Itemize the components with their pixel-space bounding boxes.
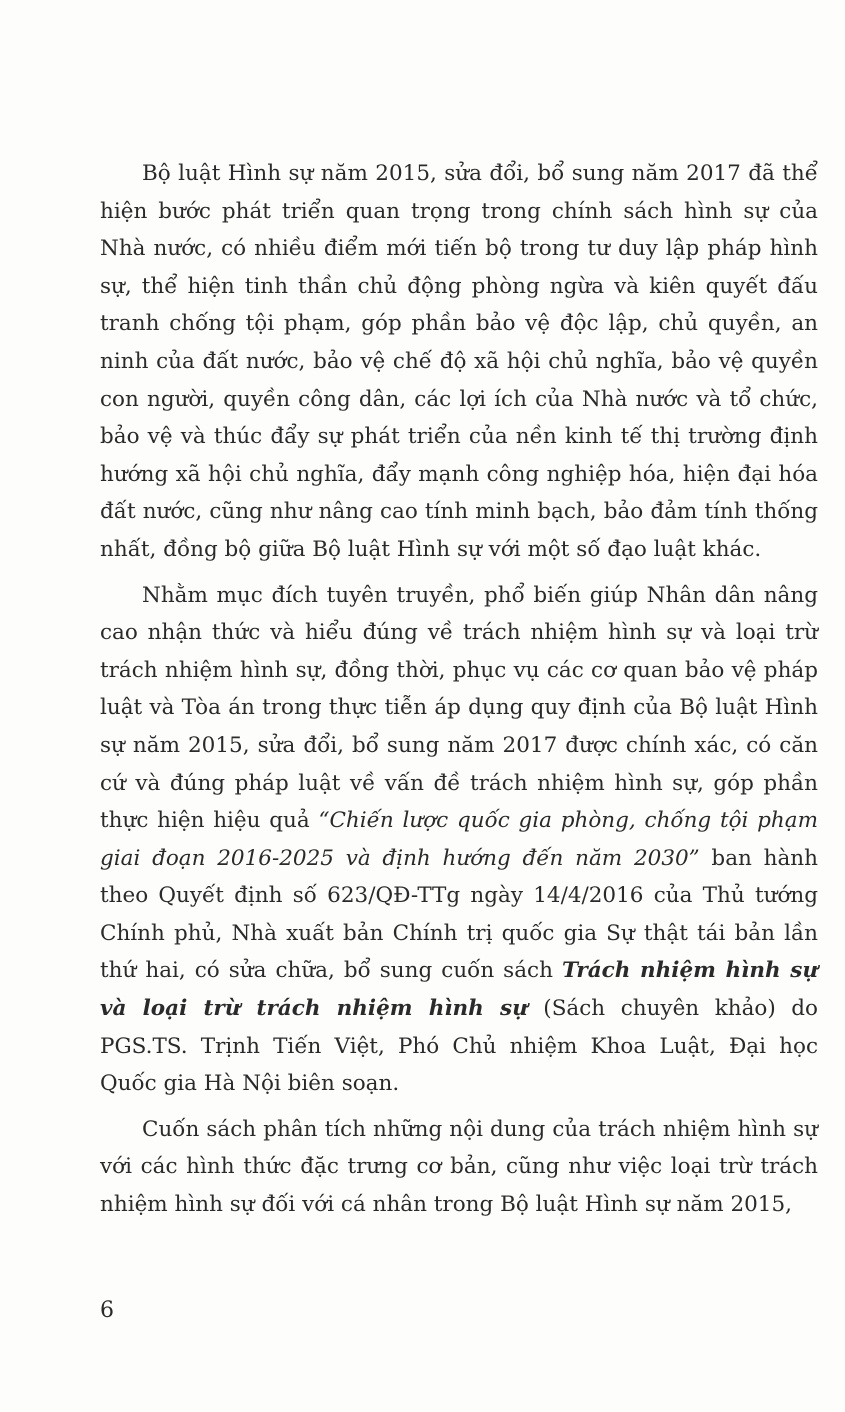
paragraph-2-text-a: Nhằm mục đích tuyên truyền, phổ biến giúp Nhân dân nâng cao nhận thức và hiểu đúng về trách nhiệm hình sự và loại trừ trách nhiệm hình sự, đồng thời, phục vụ các cơ quan bảo vệ pháp luật và Tòa án trong thực tiễn áp dụng quy định của Bộ luật Hình sự năm 2015, sửa đổi, bổ sung năm 2017 được chính xác, có căn cứ và đúng pháp luật về vấn đề trách nhiệm hình sự, góp phần thực hiện hiệu quả xyxy=(100,582,818,834)
paragraph-2 xyxy=(100,577,818,1103)
page-number: 6 xyxy=(100,1298,114,1323)
paragraph-3-text: Cuốn sách phân tích những nội dung của trách nhiệm hình sự với các hình thức đặc trưng cơ bản, cũng như việc loại trừ trách nhiệm hình sự đối với cá nhân trong Bộ luật Hình sự năm 2015, xyxy=(100,1116,818,1218)
body-text xyxy=(100,155,818,1232)
paragraph-1-text: Bộ luật Hình sự năm 2015, sửa đổi, bổ sung năm 2017 đã thể hiện bước phát triển quan trọng trong chính sách hình sự của Nhà nước, có nhiều điểm mới tiến bộ trong tư duy lập pháp hình sự, thể hiện tinh thần chủ động phòng ngừa và kiên quyết đấu tranh chống tội phạm, góp phần bảo vệ độc lập, chủ quyền, an ninh của đất nước, bảo vệ chế độ xã hội chủ nghĩa, bảo vệ quyền con người, quyền công dân, các lợi ích của Nhà nước và tổ chức, bảo vệ và thúc đẩy sự phát triển của nền kinh tế thị trường định hướng xã hội chủ nghĩa, đẩy mạnh công nghiệp hóa, hiện đại hóa đất nước, cũng như nâng cao tính minh bạch, bảo đảm tính thống nhất, đồng bộ giữa Bộ luật Hình sự với một số đạo luật khác. xyxy=(100,161,818,562)
paragraph-2-text-b: ban hành theo Quyết định số 623/QĐ-TTg ngày 14/4/2016 của Thủ tướng Chính phủ, Nhà xuất bản Chính trị quốc gia Sự thật tái bản lần thứ hai, có sửa chữa, bổ sung cuốn sách xyxy=(100,845,818,984)
paragraph-1 xyxy=(100,155,818,569)
paragraph-2-text-c: (Sách chuyên khảo) do PGS.TS. Trịnh Tiến Việt, Phó Chủ nhiệm Khoa Luật, Đại học Quốc gia Hà Nội biên soạn. xyxy=(100,996,818,1097)
strategy-title-quote: “Chiến lược quốc gia phòng, chống tội phạm giai đoạn 2016-2025 và định hướng đến năm 2030” xyxy=(100,808,818,871)
paragraph-3 xyxy=(100,1111,818,1224)
book-title: Trách nhiệm hình sự và loại trừ trách nhiệm hình sự xyxy=(100,958,819,1022)
